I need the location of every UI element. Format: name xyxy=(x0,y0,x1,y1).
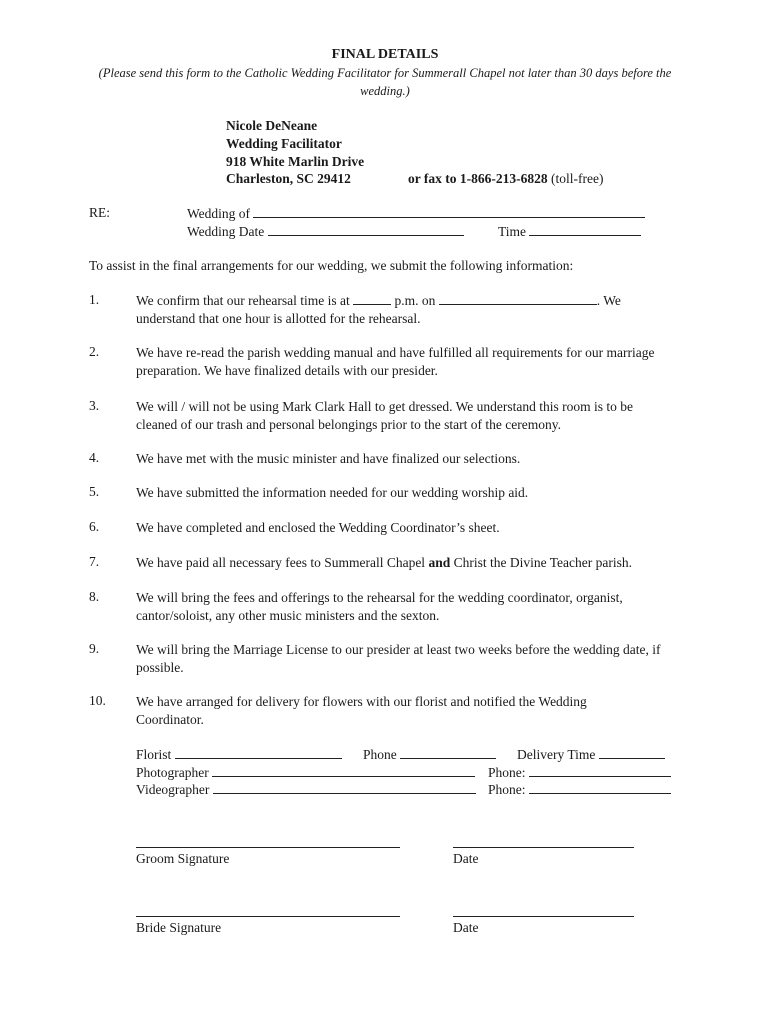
form-title: FINAL DETAILS xyxy=(331,47,439,62)
delivery-time-row xyxy=(517,746,665,763)
facilitator-name: Nicole DeNeane xyxy=(226,118,318,133)
intro-text: To assist in the final arrangements for our wedding, we submit the following information: xyxy=(89,258,574,273)
instructions-line-2: wedding.) xyxy=(360,84,410,98)
instructions-line-1: (Please send this form to the Catholic Wedding Facilitator for Summerall Chapel not later than 30 days before the xyxy=(98,66,672,80)
item-number: 10. xyxy=(89,693,106,708)
item-number: 4. xyxy=(89,450,100,465)
list-item: We have submitted the information needed for our wedding worship aid. xyxy=(136,485,529,500)
delivery-time-field[interactable] xyxy=(599,746,665,759)
wedding-of-label: Wedding of xyxy=(187,206,251,221)
photographer-row xyxy=(136,764,475,781)
list-item: We will / will not be using Mark Clark Hall to get dressed. We understand this room is to be cleaned of our trash and personal belongings prior to the start of the ceremony. xyxy=(136,399,634,432)
photographer-phone-label: Phone: xyxy=(488,765,526,780)
fax-info xyxy=(408,171,603,187)
rehearsal-date-field[interactable] xyxy=(439,292,597,305)
photographer-field[interactable] xyxy=(212,764,475,777)
item-7-text-a: We have paid all necessary fees to Summerall Chapel xyxy=(136,555,429,570)
item-1-text-a: We confirm that our rehearsal time is at xyxy=(136,293,354,308)
facilitator-role: Wedding Facilitator xyxy=(226,136,342,151)
wedding-date-row xyxy=(187,223,464,240)
wedding-of-row xyxy=(187,205,645,222)
list-item: We have arranged for delivery for flowers with our florist and notified the Wedding Coordinator. xyxy=(136,694,587,727)
florist-phone-label: Phone xyxy=(363,747,397,762)
groom-date-label: Date xyxy=(453,851,479,866)
item-number: 6. xyxy=(89,519,100,534)
time-label: Time xyxy=(498,224,527,239)
bride-date-label: Date xyxy=(453,920,479,935)
wedding-of-field[interactable] xyxy=(253,205,645,218)
bride-signature-line[interactable] xyxy=(136,916,400,917)
item-number: 2. xyxy=(89,344,100,359)
groom-signature-label: Groom Signature xyxy=(136,851,230,866)
videographer-phone-row xyxy=(488,781,671,798)
list-item xyxy=(136,292,681,328)
florist-label: Florist xyxy=(136,747,172,762)
facilitator-city: Charleston, SC 29412 xyxy=(226,171,351,186)
item-number: 3. xyxy=(89,398,100,413)
florist-phone-row xyxy=(363,746,496,763)
groom-date-line[interactable] xyxy=(453,847,634,848)
groom-signature-line[interactable] xyxy=(136,847,400,848)
delivery-time-label: Delivery Time xyxy=(517,747,596,762)
florist-phone-field[interactable] xyxy=(400,746,496,759)
item-7-bold: and xyxy=(428,555,451,570)
photographer-label: Photographer xyxy=(136,765,209,780)
wedding-date-label: Wedding Date xyxy=(187,224,265,239)
videographer-phone-field[interactable] xyxy=(529,781,671,794)
videographer-row xyxy=(136,781,476,798)
re-label: RE: xyxy=(89,205,111,220)
item-number: 5. xyxy=(89,484,100,499)
bride-date-line[interactable] xyxy=(453,916,634,917)
item-1-text-c: . We xyxy=(596,293,621,308)
florist-field[interactable] xyxy=(175,746,342,759)
facilitator-street: 918 White Marlin Drive xyxy=(226,154,365,169)
time-field[interactable] xyxy=(529,223,641,236)
list-item: We have met with the music minister and have finalized our selections. xyxy=(136,451,521,466)
list-item xyxy=(136,554,681,572)
list-item: We have completed and enclosed the Wedding Coordinator’s sheet. xyxy=(136,520,500,535)
photographer-phone-field[interactable] xyxy=(529,764,671,777)
fax-number: or fax to 1-866-213-6828 xyxy=(408,171,548,186)
fax-note: (toll-free) xyxy=(547,171,604,186)
item-7-text-b: Christ the Divine Teacher parish. xyxy=(450,555,632,570)
item-1-text-b: p.m. on xyxy=(391,293,439,308)
florist-row xyxy=(136,746,342,763)
photographer-phone-row xyxy=(488,764,671,781)
item-number: 7. xyxy=(89,554,100,569)
videographer-phone-label: Phone: xyxy=(488,782,526,797)
list-item: We will bring the fees and offerings to the rehearsal for the wedding coordinator, organist, cantor/soloist, any other music ministers and the sexton. xyxy=(136,590,623,623)
item-number: 8. xyxy=(89,589,100,604)
videographer-label: Videographer xyxy=(136,782,210,797)
wedding-date-field[interactable] xyxy=(268,223,464,236)
item-1-text-d: understand that one hour is allotted for the rehearsal. xyxy=(136,311,421,326)
rehearsal-time-field[interactable] xyxy=(353,292,391,305)
bride-signature-label: Bride Signature xyxy=(136,920,222,935)
item-number: 9. xyxy=(89,641,100,656)
list-item: We will bring the Marriage License to our presider at least two weeks before the wedding date, if possible. xyxy=(136,642,661,675)
time-row xyxy=(498,223,641,240)
videographer-field[interactable] xyxy=(213,781,476,794)
list-item: We have re-read the parish wedding manual and have fulfilled all requirements for our marriage preparation. We have finalized details with our presider. xyxy=(136,345,655,378)
item-number: 1. xyxy=(89,292,100,307)
